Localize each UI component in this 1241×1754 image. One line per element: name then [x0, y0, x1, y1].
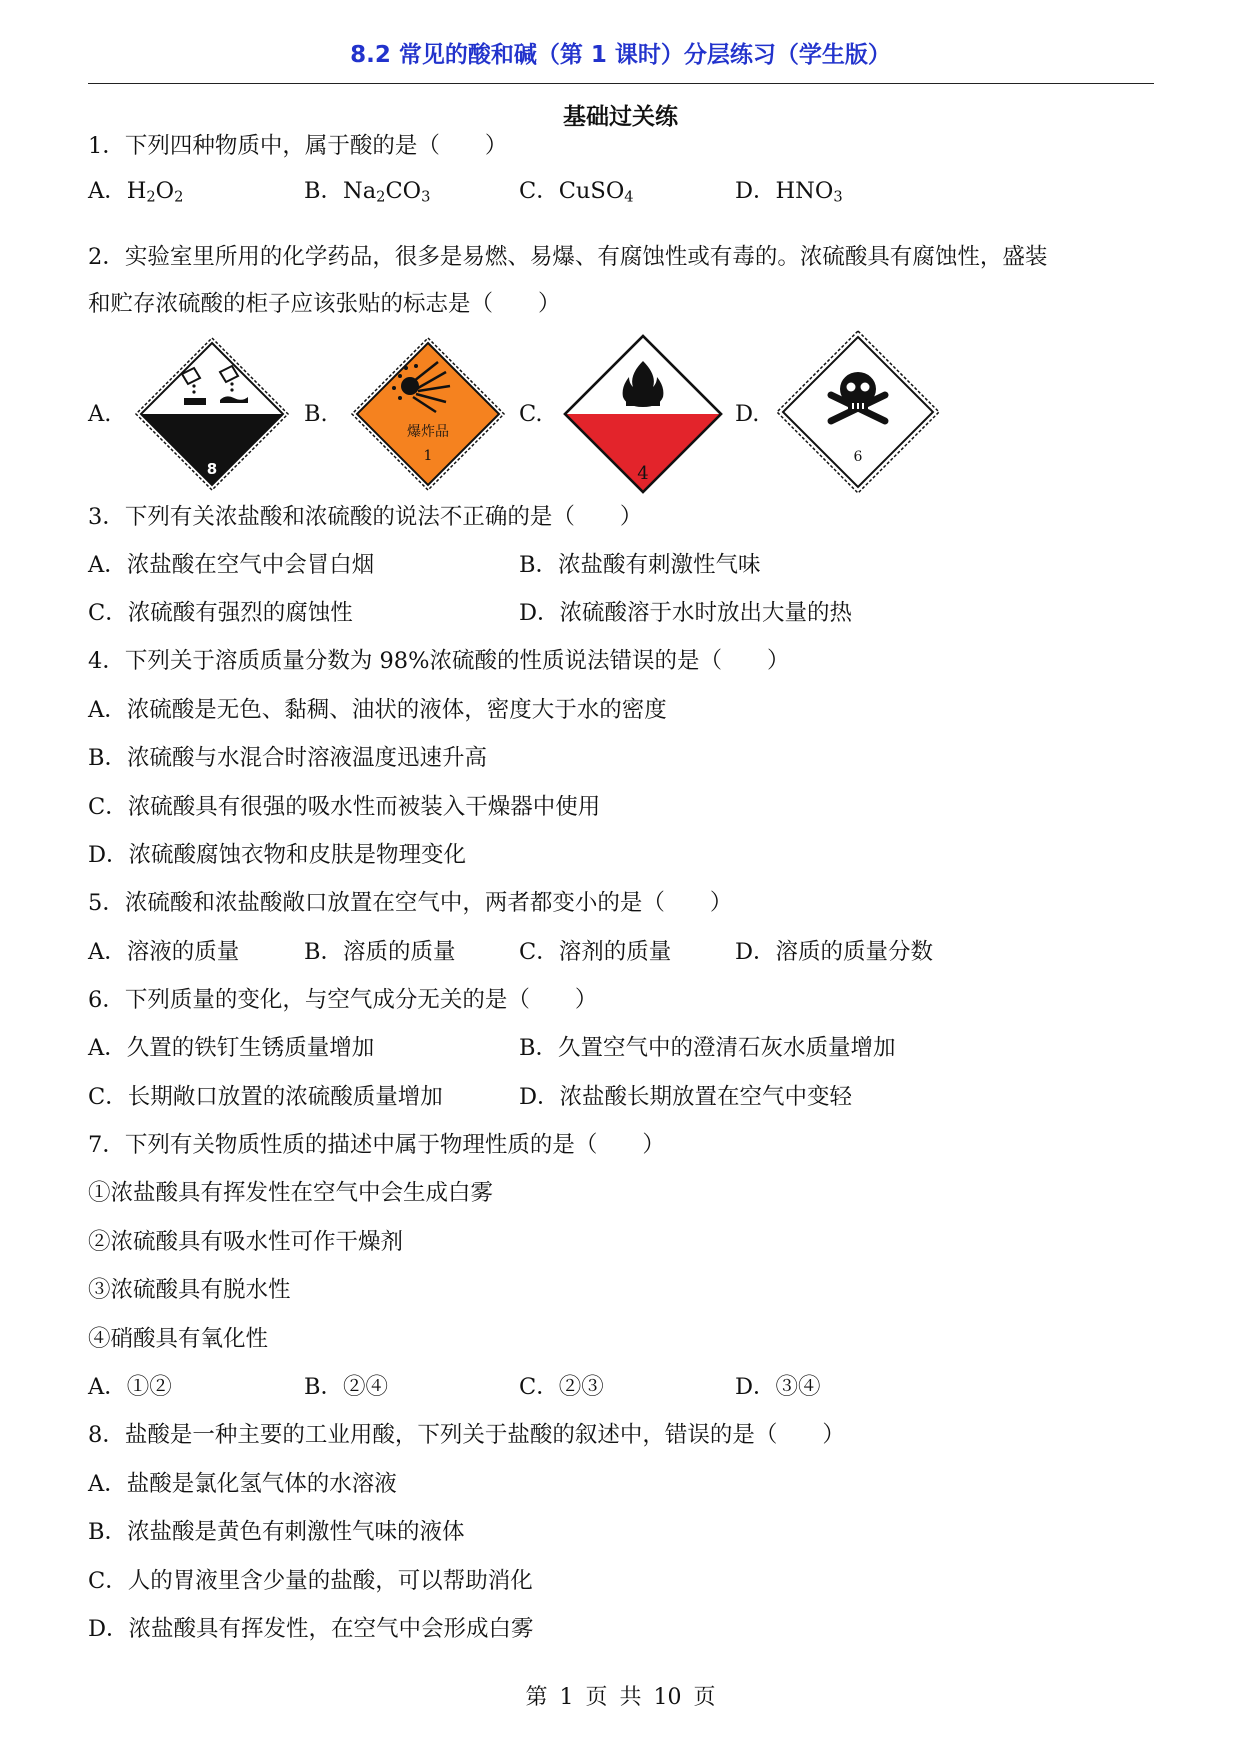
question-5-option-c: C．溶剂的质量 — [519, 939, 672, 965]
question-8-stem: 8．盐酸是一种主要的工业用酸，下列关于盐酸的叙述中，错误的是（ ） — [88, 1422, 845, 1448]
question-1-option-c: C．CuSO$_4$ — [519, 178, 634, 206]
question-1-option-a: A．$H_2O_2$ — [88, 178, 184, 206]
question-2-option-c-label: C. — [519, 401, 543, 427]
question-7-statement-2: ②浓硫酸具有吸水性可作干燥剂 — [88, 1229, 404, 1255]
question-4-option-d: D．浓硫酸腐蚀衣物和皮肤是物理变化 — [88, 842, 467, 868]
current-page-number: 1 — [559, 1685, 574, 1710]
question-5-option-d: D．溶质的质量分数 — [735, 939, 934, 965]
explosive-sign-icon — [350, 336, 506, 492]
question-6-option-a: A．久置的铁钉生锈质量增加 — [88, 1035, 375, 1061]
question-7-stem: 7．下列有关物质性质的描述中属于物理性质的是（ ） — [88, 1132, 665, 1158]
question-3-option-d: D．浓硫酸溶于水时放出大量的热 — [519, 600, 853, 626]
question-6-option-d: D．浓盐酸长期放置在空气中变轻 — [519, 1084, 853, 1110]
question-7-statement-3: ③浓硫酸具有脱水性 — [88, 1277, 291, 1303]
toxic-sign-icon — [775, 329, 941, 495]
question-7-option-d: D．③④ — [735, 1374, 821, 1400]
explosive-sign-text: 爆炸品 — [407, 424, 449, 440]
page-footer: 第 1 页 共 10 页 — [525, 1685, 716, 1710]
question-6-stem: 6．下列质量的变化，与空气成分无关的是（ ） — [88, 987, 598, 1013]
header-divider — [88, 83, 1154, 84]
question-2-option-a-label: A. — [88, 401, 112, 427]
question-4-stem: 4．下列关于溶质质量分数为 98%浓硫酸的性质说法错误的是（ ） — [88, 648, 790, 674]
question-1-stem: 1．下列四种物质中，属于酸的是（ ） — [88, 133, 508, 159]
question-3-option-b: B．浓盐酸有刺激性气味 — [519, 552, 761, 578]
section-title: 基础过关练 — [563, 104, 678, 130]
question-3-option-a: A．浓盐酸在空气中会冒白烟 — [88, 552, 375, 578]
question-4-option-c: C．浓硫酸具有很强的吸水性而被装入干燥器中使用 — [88, 794, 601, 820]
question-7-option-c: C．②③ — [519, 1374, 604, 1400]
toxic-sign-number: 6 — [853, 449, 863, 465]
question-5-option-a: A．溶液的质量 — [88, 939, 240, 965]
question-8-option-b: B．浓盐酸是黄色有刺激性气味的液体 — [88, 1519, 465, 1545]
question-7-statement-4: ④硝酸具有氧化性 — [88, 1326, 269, 1352]
corrosive-sign-icon — [134, 336, 290, 492]
question-7-option-b: B．②④ — [304, 1374, 389, 1400]
question-7-option-a: A．①② — [88, 1374, 172, 1400]
flammable-sign-number: 4 — [637, 463, 649, 484]
question-7-statement-1: ①浓盐酸具有挥发性在空气中会生成白雾 — [88, 1180, 494, 1206]
total-page-count: 10 — [653, 1685, 682, 1710]
question-2-option-d-label: D. — [735, 401, 760, 427]
question-6-option-c: C．长期敞口放置的浓硫酸质量增加 — [88, 1084, 443, 1110]
question-1-option-b: B．$Na_2CO_3$ — [304, 178, 431, 206]
question-8-option-c: C．人的胃液里含少量的盐酸，可以帮助消化 — [88, 1568, 533, 1594]
question-2-option-b-label: B. — [304, 401, 328, 427]
explosive-sign-number: 1 — [423, 448, 433, 464]
question-2-stem-line-2: 和贮存浓硫酸的柜子应该张贴的标志是（ ） — [88, 291, 561, 317]
question-3-stem: 3．下列有关浓盐酸和浓硫酸的说法不正确的是（ ） — [88, 504, 643, 530]
question-3-option-c: C．浓硫酸有强烈的腐蚀性 — [88, 600, 353, 626]
question-8-option-a: A．盐酸是氯化氢气体的水溶液 — [88, 1471, 397, 1497]
question-2-stem-line-1: 2．实验室里所用的化学药品，很多是易燃、易爆、有腐蚀性或有毒的。浓硫酸具有腐蚀性，盛装 — [88, 244, 1048, 270]
question-6-option-b: B．久置空气中的澄清石灰水质量增加 — [519, 1035, 896, 1061]
document-title: 8.2 常见的酸和碱（第 1 课时）分层练习（学生版） — [350, 42, 891, 68]
question-4-option-b: B．浓硫酸与水混合时溶液温度迅速升高 — [88, 745, 488, 771]
flammable-sign-icon — [560, 331, 726, 497]
corrosive-sign-number: 8 — [206, 460, 218, 478]
question-5-stem: 5．浓硫酸和浓盐酸敞口放置在空气中，两者都变小的是（ ） — [88, 890, 733, 916]
question-1-option-d: D．$HNO_3$ — [735, 178, 843, 206]
question-5-option-b: B．溶质的质量 — [304, 939, 456, 965]
question-4-option-a: A．浓硫酸是无色、黏稠、油状的液体，密度大于水的密度 — [88, 697, 667, 723]
question-8-option-d: D．浓盐酸具有挥发性，在空气中会形成白雾 — [88, 1616, 534, 1642]
